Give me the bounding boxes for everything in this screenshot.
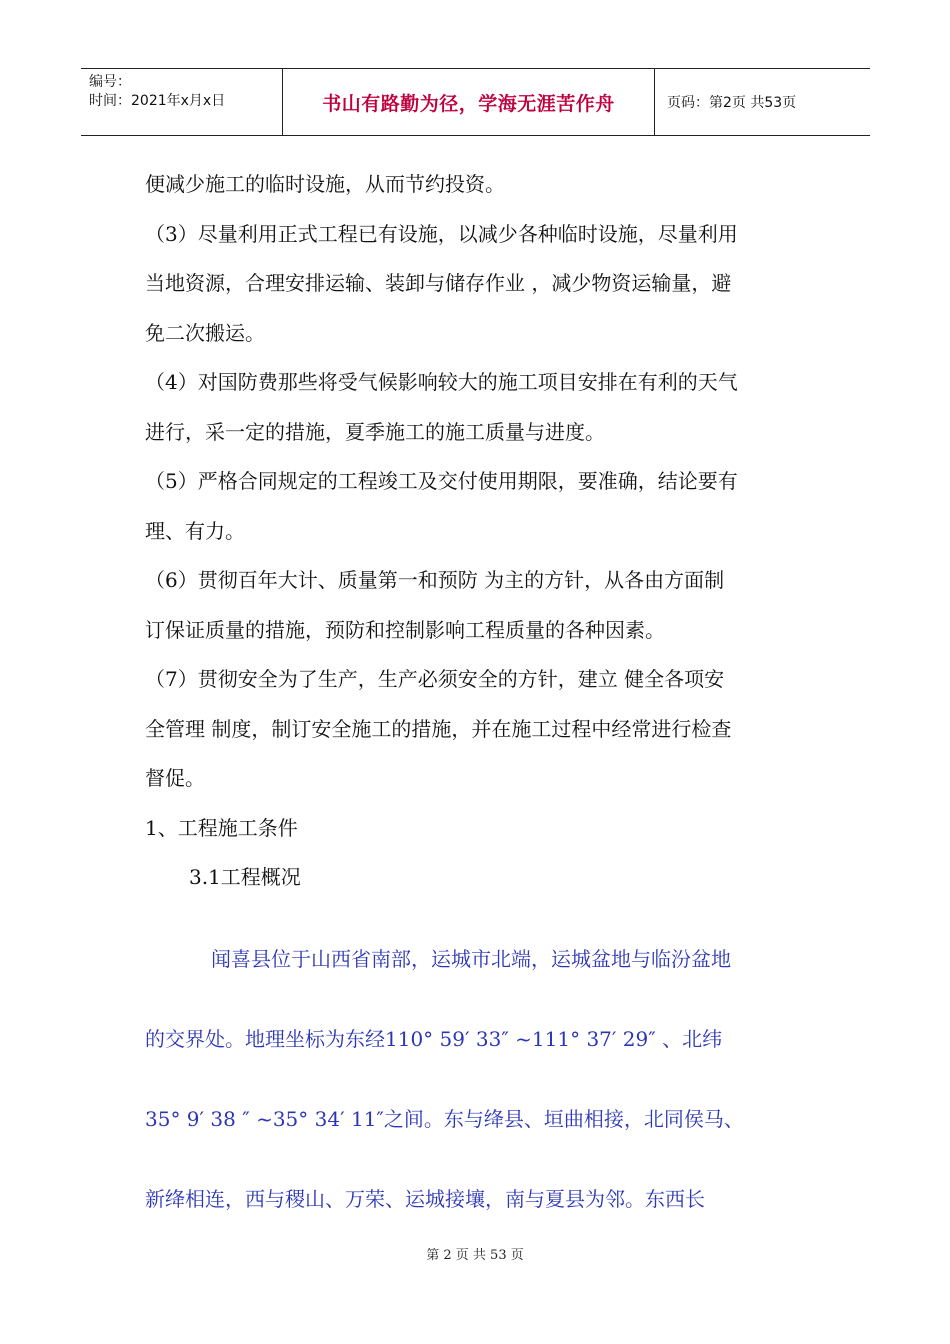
body-line: （5）严格合同规定的工程竣工及交付使用期限，要准确，结论要有: [145, 469, 738, 493]
body-line: 督促。: [145, 766, 205, 790]
body-line: 全管理 制度，制订安全施工的措施，并在施工过程中经常进行检查: [145, 716, 732, 741]
page-footer: 第 2 页 共 53 页: [426, 1248, 524, 1263]
body-line: （4）对国防费那些将受气候影响较大的施工项目安排在有利的天气: [145, 370, 738, 394]
overview-line: 的交界处。地理坐标为东经110° 59′ 33″ ~111° 37′ 29″ 、北纬: [145, 1026, 723, 1051]
subsection-title: 3.1工程概况: [189, 865, 301, 889]
body-line: （6）贯彻百年大计、质量第一和预防 为主的方针，从各由方面制: [145, 568, 725, 592]
body-line: 理、有力。: [145, 518, 245, 543]
body-line: 进行，采一定的措施，夏季施工的施工质量与进度。: [145, 419, 605, 444]
overview-line: 新绛相连，西与稷山、万荣、运城接壤，南与夏县为邻。东西长: [145, 1186, 705, 1211]
body-line: 当地资源，合理安排运输、装卸与储存作业 ，减少物资运输量，避: [145, 271, 732, 295]
body-line: （7）贯彻安全为了生产，生产必须安全的方针，建立 健全各项安: [145, 667, 725, 691]
number-label: 编号：: [89, 74, 131, 90]
body-line: 便减少施工的临时设施，从而节约投资。: [145, 172, 505, 196]
body-line: 订保证质量的措施，预防和控制影响工程质量的各种因素。: [145, 617, 665, 642]
time-label: 时间：2021年x月x日: [89, 93, 226, 109]
document-body: [145, 160, 825, 1239]
header-motto: 书山有路勤为径，学海无涯苦作舟: [283, 69, 655, 135]
body-line: 免二次搬运。: [145, 320, 265, 345]
header-page-info: 页码：第2页 共53页: [667, 95, 797, 111]
overview-line: 35° 9′ 38 ″ ~35° 34′ 11″之间。东与绛县、垣曲相接，北同侯马、: [145, 1106, 744, 1131]
section-title: 1、工程施工条件: [145, 815, 298, 840]
page-header: [81, 68, 870, 136]
header-meta: [81, 69, 283, 135]
body-line: （3）尽量利用正式工程已有设施，以减少各种临时设施，尽量利用: [145, 221, 738, 246]
overview-line: 闻喜县位于山西省南部，运城市北端，运城盆地与临汾盆地: [211, 946, 731, 971]
